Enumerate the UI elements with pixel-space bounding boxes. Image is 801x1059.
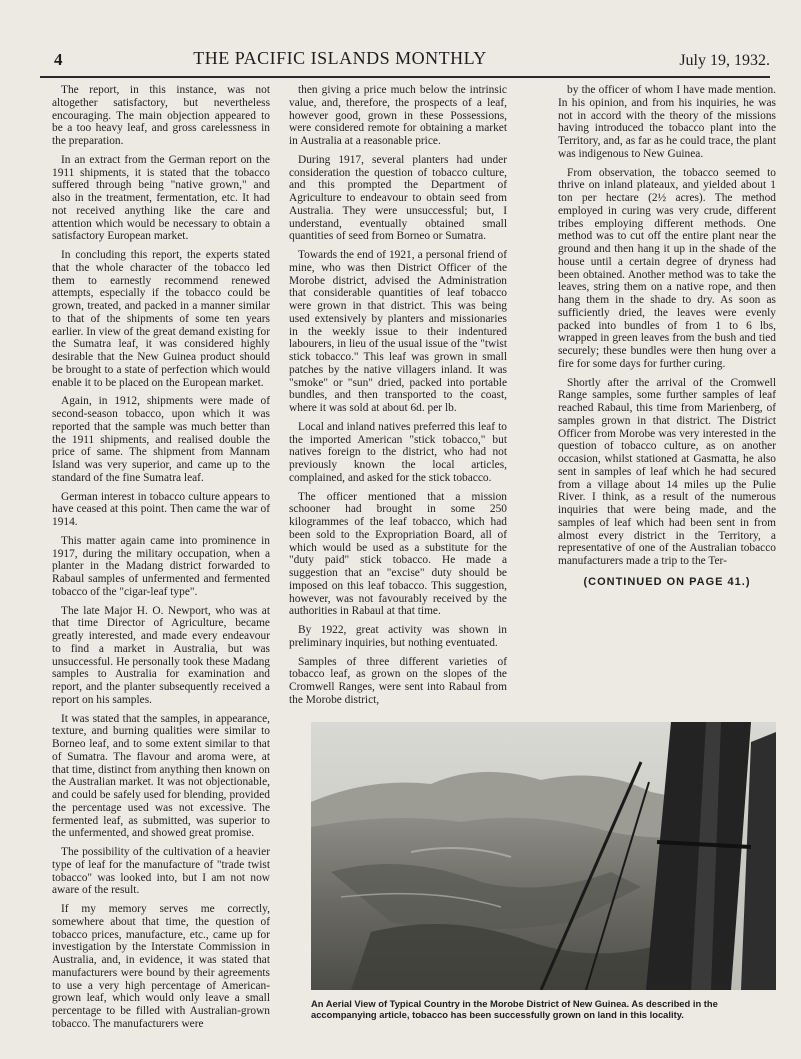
paragraph: The late Major H. O. Newport, who was at that time Director of Agriculture, became greatly interested, and made every endeavour to find a market in Australia, but was unsuccessful. He personally took these Madang samples to Australia for examination and report, and the planter subsequently received a report on his samples. [52, 604, 270, 706]
publication-title: THE PACIFIC ISLANDS MONTHLY [193, 48, 487, 68]
paragraph: In an extract from the German report on the 1911 shipments, it is stated that the tobacco suffered through being "native grown," and also in the treatment, fermentation, etc. It had not received anything like the care and attention which would be necessary to obtain a satisfactory European market. [52, 153, 270, 243]
aerial-photo [311, 722, 776, 990]
page-number: 4 [54, 50, 63, 69]
column-3 [558, 84, 776, 595]
column-2 [289, 84, 507, 713]
column-1 [52, 84, 270, 1037]
paragraph: During 1917, several planters had under consideration the question of tobacco culture, and this prompted the Department of Agriculture to endeavour to obtain seed from Australia. They were unsuccessful; but, I understand, eventually obtained small quantities of seed from Borneo or Sumatra. [289, 153, 507, 243]
paragraph: In concluding this report, the experts stated that the whole character of the tobacco led them to earnestly recommend renewed attempts, especially if the tobacco could be grown, treated, and packed in a manner similar to that of the shipments of some ten years earlier. In view of the great demand existing for the Sumatra leaf, it was considered highly desirable that the New Guinea product should be brought to a state of perfection which would enable it to be placed on the European market. [52, 249, 270, 389]
paragraph: by the officer of whom I have made mention. In his opinion, and from his inquiries, he was not in accord with the theory of the missions having introduced the tobacco plant into the Territory, and, as far as he could trace, the plant was indigenous to New Guinea. [558, 84, 776, 160]
paragraph: then giving a price much below the intrinsic value, and, therefore, the prospects of a leaf, however good, grown in these Possessions, were considered remote for obtaining a market in Australia at a reasonable price. [289, 84, 507, 147]
page-header [40, 44, 770, 74]
issue-date: July 19, 1932. [679, 52, 770, 69]
paragraph: The possibility of the cultivation of a heavier type of leaf for the manufacture of "trade twist tobacco" was looked into, but I am not now aware of the result. [52, 846, 270, 897]
header-rule [40, 76, 770, 78]
paragraph: It was stated that the samples, in appearance, texture, and burning qualities were similar to Borneo leaf, and to some extent similar to that of Sumatra. The flavour and aroma were, at that time, distinct from anything then known on the Australian market. It was not objectionable, and could be safely used for blending, provided the percentage used was not excessive. The fermented leaf, as submitted, was superior to the unfermented, and showed great promise. [52, 712, 270, 840]
paragraph: This matter again came into prominence in 1917, during the military occupation, when a planter in the Madang district forwarded to Rabaul samples of unfermented and fermented tobacco of the "cigar-leaf type". [52, 534, 270, 598]
paragraph: The report, in this instance, was not altogether satisfactory, but nevertheless encouraging. The main objection appeared to be a too heavy leaf, and gross carelessness in the preparation. [52, 84, 270, 147]
paragraph: If my memory serves me correctly, somewhere about that time, the question of tobacco prices, manufacture, etc., came up for investigation by the Interstate Commission in Australia, and, in evidence, it was stated that manufacturers were bound by their agreements to use a very high percentage of American-grown leaf, which would only leave a small percentage to be filled with Australian-grown tobacco. The manufacturers were [52, 903, 270, 1030]
paragraph: By 1922, great activity was shown in preliminary inquiries, but nothing eventuated. [289, 624, 507, 649]
continued-notice: (CONTINUED ON PAGE 41.) [583, 575, 751, 588]
paragraph: Samples of three different varieties of tobacco leaf, as grown on the slopes of the Cromwell Ranges, were sent into Rabaul from the Morobe district, [289, 655, 507, 706]
paragraph: German interest in tobacco culture appears to have ceased at this point. Then came the war of 1914. [52, 490, 270, 528]
paragraph: Again, in 1912, shipments were made of second-season tobacco, upon which it was reported that the sample was much better than the 1911 shipments, and realised double the price of same. The shipment from Mannam Island was very superior, and came up to the standard of the fine Sumatra leaf. [52, 395, 270, 484]
paragraph: From observation, the tobacco seemed to thrive on inland plateaux, and yielded about 1 ton per hectare (2½ acres). The method employed in curing was very crude, different tribes employing different methods. One method was to cut off the entire plant near the ground and then hang it up in the shade of the house until a certain degree of dryness had been obtained. Another method was to take the leaves, string them on a native rope, and then hang them in the shade to dry. As soon as sufficiently dried, the leaves were evenly packed into bundles of from 1 to 6 lbs, wrapped in green leaves from the bush and tied securely; these bundles were then hung over a fire for some days for further curing. [558, 166, 776, 370]
paragraph: Local and inland natives preferred this leaf to the imported American "stick tobacco," but natives foreign to the district, who had not previously known the local articles, complained, and asked for the stick tobacco. [289, 420, 507, 484]
paragraph: Towards the end of 1921, a personal friend of mine, who was then District Officer of the Morobe district, advised the Administration that considerable quantities of leaf tobacco were grown in that district. This was being used extensively by planters and missionaries in the weekly issue to their indentured labourers, in lieu of the usual issue of the "twist stick tobacco." This leaf was grown in small patches by the native villagers inland. It was "smoke" or "sun" dried, packed into portable bundles, and then transported to the coast, where it was sold at about 6d. per lb. [289, 249, 507, 414]
paragraph: Shortly after the arrival of the Cromwell Range samples, some further samples of leaf reached Rabaul, this time from Marienberg, of samples grown in that district. The District Officer from Morobe was very interested in the question of tobacco culture, as on another occasion, whilst stationed at Gasmatta, he also sent in samples of leaf which he had secured from a village about 14 miles up the Pulie River. I think, as a result of the numerous inquiries that were being made, and the samples of leaf which had been sent in from almost every district in the Territory, a representative of one of the Australian tobacco manufacturers made a trip to the Ter- [558, 376, 776, 567]
photo-caption: An Aerial View of Typical Country in the Morobe District of New Guinea. As described in the accompanying article, tobacco has been successfully grown on land in this locality. [311, 998, 718, 1020]
paragraph: The officer mentioned that a mission schooner had brought in some 250 kilogrammes of the leaf tobacco, which had been sold to the Expropriation Board, all of which would be used as a substitute for the "duty paid" stick tobacco. He made a suggestion that an "excise" duty should be imposed on this leaf tobacco. This suggestion, however, was not favourably received by the authorities in Rabaul at that time. [289, 490, 507, 618]
